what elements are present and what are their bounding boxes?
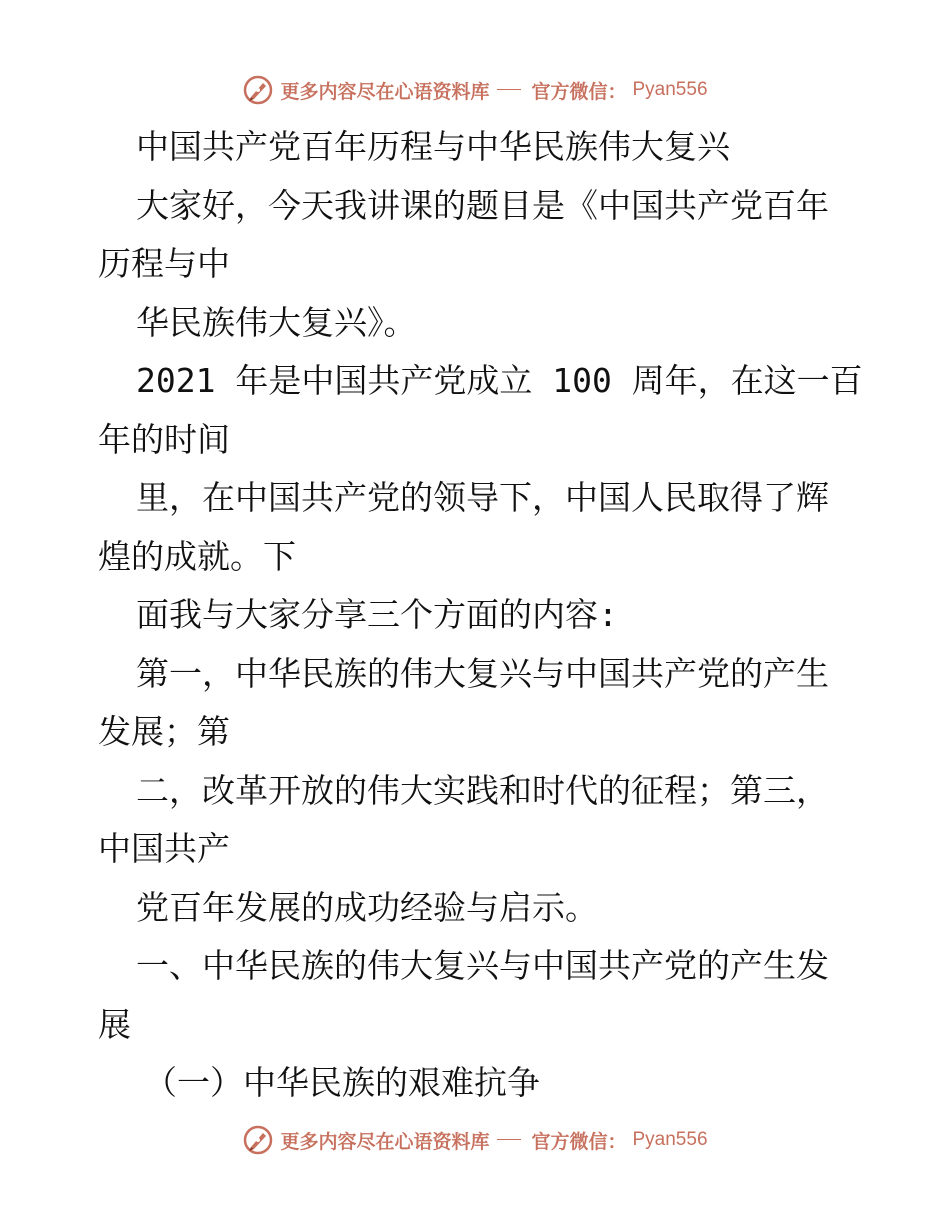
paragraph-line: 二，改革开放的伟大实践和时代的征程；第三， (136, 770, 829, 810)
paragraph-line: 面我与大家分享三个方面的内容: (136, 595, 618, 634)
header-watermark-banner (0, 72, 950, 108)
subsection-heading: （一）中华民族的艰难抗争 (144, 1063, 540, 1102)
paragraph-line: 年的时间 (98, 419, 230, 459)
paragraph-line: 发展；第 (98, 712, 230, 751)
paragraph-line: 煌的成就。下 (98, 536, 296, 576)
banner-text: 更多内容尽在心语资料库 (280, 80, 490, 103)
paragraph-line: 里，在中国共产党的领导下，中国人民取得了辉 (136, 478, 829, 517)
pen-logo-icon (242, 74, 274, 106)
paragraph-line: 华民族伟大复兴》。 (136, 302, 417, 342)
section-heading: 一、中华民族的伟大复兴与中国共产党的产生发 (136, 946, 829, 985)
banner-wechat-label: 官方微信： (531, 80, 627, 103)
banner-text: 更多内容尽在心语资料库 (280, 1130, 490, 1153)
document-title: 中国共产党百年历程与中华民族伟大复兴 (136, 127, 730, 166)
pen-logo-icon (242, 1124, 274, 1156)
banner-wechat-id: Pyan556 (632, 79, 708, 100)
paragraph-line: 2021 年是中国共产党成立 100 周年，在这一百 (136, 361, 863, 400)
document-body (98, 118, 863, 1113)
paragraph-line: 大家好，今天我讲课的题目是《中国共产党百年 (136, 185, 829, 225)
paragraph-line: 第一，中华民族的伟大复兴与中国共产党的产生 (136, 653, 829, 693)
banner-wechat-id: Pyan556 (632, 1129, 708, 1150)
footer-watermark-banner (0, 1122, 950, 1158)
banner-dash (497, 1139, 521, 1140)
section-heading-continuation: 展 (98, 1004, 131, 1044)
paragraph-line: 历程与中 (98, 244, 230, 283)
banner-wechat-label: 官方微信： (531, 1130, 627, 1153)
paragraph-line: 中国共产 (98, 829, 230, 868)
banner-dash (497, 89, 521, 90)
paragraph-line: 党百年发展的成功经验与启示。 (136, 887, 598, 927)
